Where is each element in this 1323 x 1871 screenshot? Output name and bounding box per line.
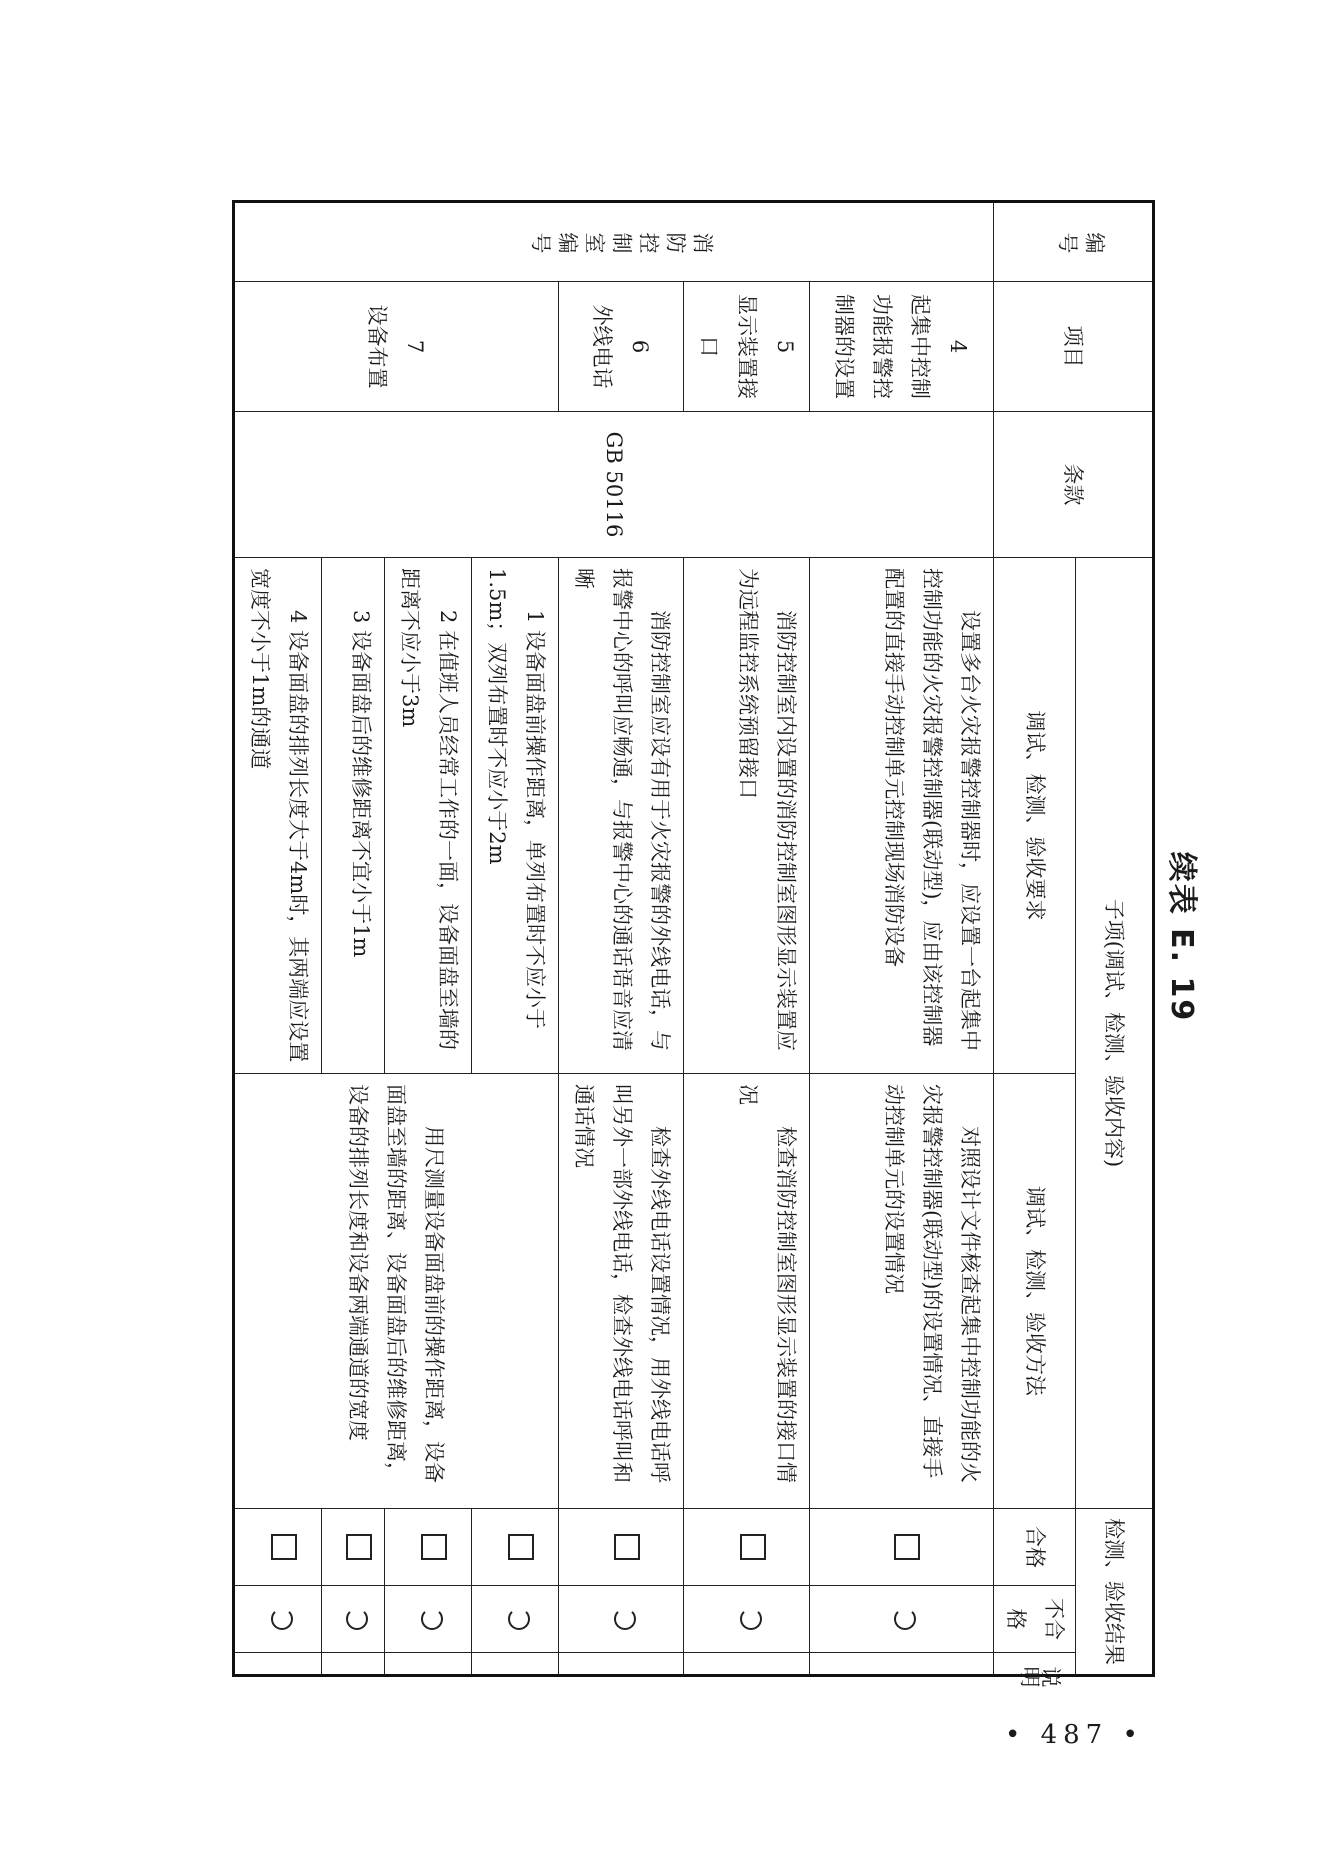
fail-mark-icon[interactable] (471, 1586, 558, 1653)
pass-checkbox[interactable] (558, 1509, 684, 1586)
fail-mark-icon[interactable] (809, 1586, 993, 1653)
fail-mark-icon[interactable] (234, 1586, 322, 1653)
note-cell[interactable] (558, 1653, 684, 1676)
fail-mark-icon[interactable] (684, 1586, 810, 1653)
header-item: 项目 (993, 282, 1153, 412)
fail-mark-icon[interactable] (321, 1586, 384, 1653)
header-subitem: 子项(调试、检测、验收内容) (1076, 558, 1154, 1509)
note-cell[interactable] (471, 1653, 558, 1676)
header-method: 调试、检测、验收方法 (993, 1074, 1076, 1509)
pass-checkbox[interactable] (385, 1509, 472, 1586)
group-number: 消防控制室编号 (234, 202, 994, 282)
requirement-cell: 设置多台火灾报警控制器时，应设置一台起集中控制功能的火灾报警控制器(联动型)，应由该控制器配置的直接手动控制单元控制现场消防设备 (809, 558, 993, 1074)
rotated-table-area (232, 200, 1199, 1689)
note-cell[interactable] (385, 1653, 472, 1676)
pass-checkbox[interactable] (471, 1509, 558, 1586)
item-cell: 4 起集中控制功能报警控制器的设置 (809, 282, 993, 412)
pass-checkbox[interactable] (234, 1509, 322, 1586)
header-pass: 合格 (993, 1509, 1076, 1586)
method-cell: 对照设计文件核查起集中控制功能的火灾报警控制器(联动型)的设置情况、直接手动控制单元的设置情况 (809, 1074, 993, 1509)
pass-checkbox[interactable] (684, 1509, 810, 1586)
note-cell[interactable] (321, 1653, 384, 1676)
table-row (809, 202, 993, 1676)
fail-mark-icon[interactable] (558, 1586, 684, 1653)
page-number: • 487 • (1005, 1720, 1144, 1750)
table-title: 续表 E. 19 (1164, 851, 1199, 1023)
requirement-cell: 消防控制室应设有用于火灾报警的外线电话，与报警中心的呼叫应畅通，与报警中心的通话语音应清晰 (558, 558, 684, 1074)
header-requirement: 调试、检测、验收要求 (993, 558, 1076, 1074)
header-row-1 (1076, 202, 1154, 1676)
header-result: 检测、验收结果 (1076, 1509, 1154, 1676)
header-note: 说明 (993, 1653, 1076, 1676)
method-cell: 检查外线电话设置情况，用外线电话呼叫另外一部外线电话，检查外线电话呼叫和通话情况 (558, 1074, 684, 1509)
item-cell: 6 外线电话 (558, 282, 684, 412)
requirement-cell: 消防控制室内设置的消防控制室图形显示装置应为远程监控系统预留接口 (684, 558, 810, 1074)
item-cell: 7 设备布置 (234, 282, 559, 412)
method-cell: 检查消防控制室图形显示装置的接口情况 (684, 1074, 810, 1509)
note-cell[interactable] (809, 1653, 993, 1676)
header-clause: 条款 (993, 412, 1153, 558)
requirement-cell: 4 设备面盘的排列长度大于4m时，其两端应设置宽度不小于1m的通道 (234, 558, 322, 1074)
requirement-cell: 3 设备面盘后的维修距离不宜小于1m (321, 558, 384, 1074)
header-fail: 不合格 (993, 1586, 1076, 1653)
header-number: 编号 (993, 202, 1153, 282)
requirement-cell: 1 设备面盘前操作距离，单列布置时不应小于1.5m；双列布置时不应小于2m (471, 558, 558, 1074)
note-cell[interactable] (684, 1653, 810, 1676)
pass-checkbox[interactable] (321, 1509, 384, 1586)
item-cell: 5 显示装置接口 (684, 282, 810, 412)
fail-mark-icon[interactable] (385, 1586, 472, 1653)
pass-checkbox[interactable] (809, 1509, 993, 1586)
requirement-cell: 2 在值班人员经常工作的一面，设备面盘至墙的距离不应小于3m (385, 558, 472, 1074)
method-cell: 用尺测量设备面盘前的操作距离，设备面盘至墙的距离、设备面盘后的维修距离，设备的排列长度和设备两端通道的宽度 (234, 1074, 559, 1509)
acceptance-table (232, 200, 1155, 1689)
clause-cell: GB 50116 (234, 412, 994, 558)
note-cell[interactable] (234, 1653, 322, 1676)
